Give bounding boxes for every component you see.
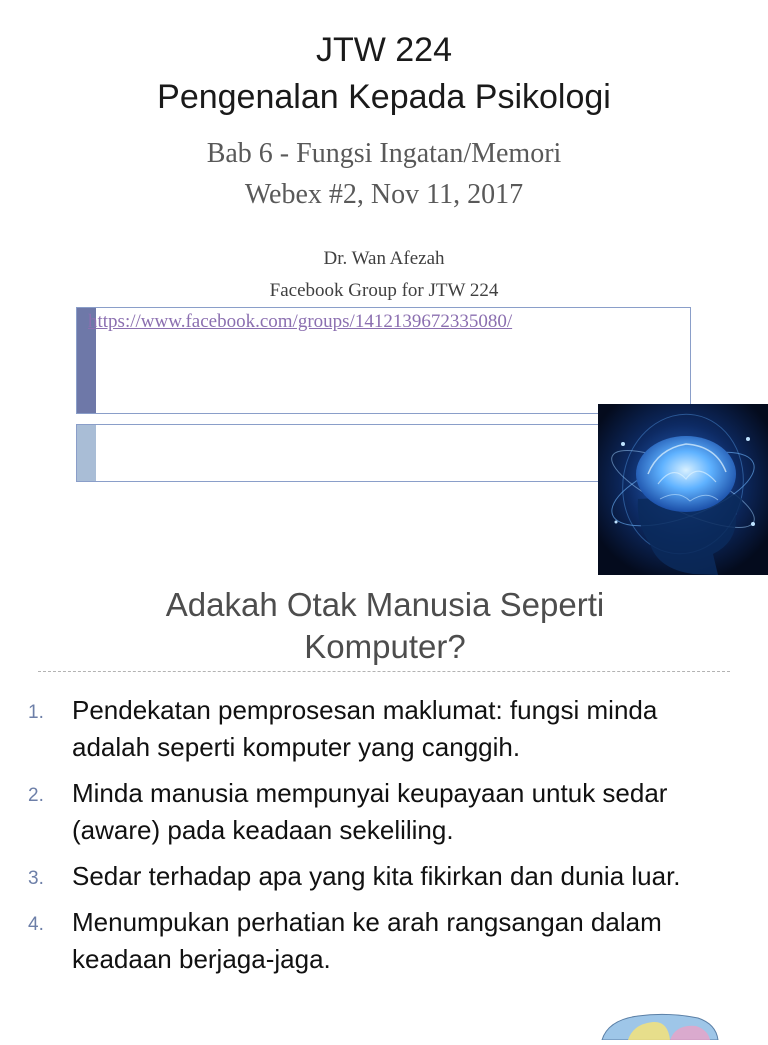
list-text: Sedar terhadap apa yang kita fikirkan dan dunia luar. — [72, 861, 681, 891]
list-number: 4. — [28, 914, 44, 935]
glowing-brain-image — [598, 404, 768, 575]
group-label: Facebook Group for JTW 224 — [269, 280, 499, 301]
brain-diagram-image — [598, 1010, 720, 1040]
list-text: Minda manusia mempunyai keupayaan untuk sedar (aware) pada keadaan sekeliling. — [72, 778, 668, 845]
list-text: Pendekatan pemprosesan maklumat: fungsi minda adalah seperti komputer yang canggih. — [72, 695, 658, 762]
heading-divider — [38, 671, 730, 672]
list-item — [0, 775, 768, 849]
facebook-group-link[interactable]: https://www.facebook.com/groups/1412139672335080/ — [88, 311, 513, 332]
list-item — [0, 692, 768, 766]
course-title: Pengenalan Kepada Psikologi — [157, 78, 611, 116]
chapter-title: Bab 6 - Fungsi Ingatan/Memori — [206, 138, 562, 169]
list-text: Menumpukan perhatian ke arah rangsangan dalam keadaan berjaga-jaga. — [72, 907, 662, 974]
list-item — [0, 858, 768, 895]
list-number: 2. — [28, 785, 44, 806]
content-slide — [0, 580, 768, 1024]
list-number: 1. — [28, 702, 44, 723]
session-date: Webex #2, Nov 11, 2017 — [244, 179, 524, 210]
accent-bar-light — [77, 425, 96, 481]
slide-heading-line1: Adakah Otak Manusia Seperti — [165, 586, 605, 623]
list-number: 3. — [28, 868, 44, 889]
empty-box — [76, 424, 606, 482]
numbered-list — [0, 692, 768, 987]
lecturer-name: Dr. Wan Afezah — [323, 248, 445, 269]
slide-heading-line2: Komputer? — [304, 628, 466, 665]
list-item — [0, 904, 768, 978]
course-code: JTW 224 — [315, 31, 453, 69]
